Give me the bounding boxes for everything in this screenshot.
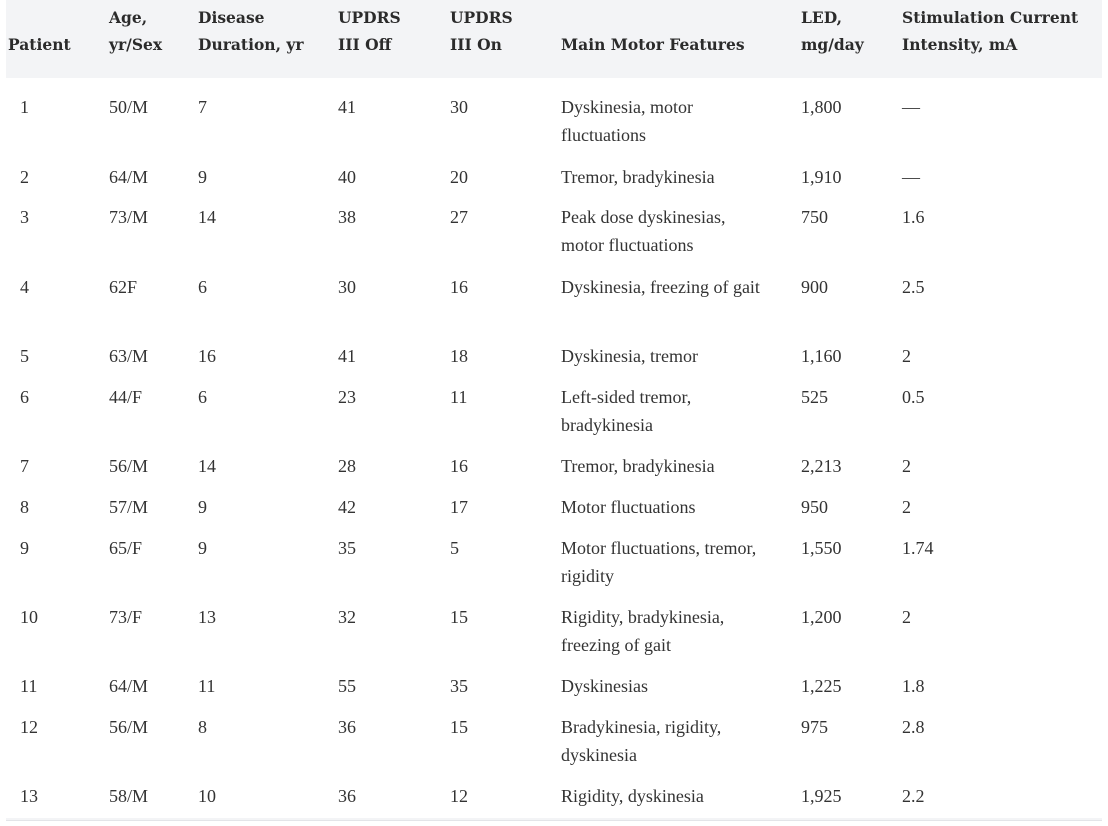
cell-led: 2,213 xyxy=(801,456,842,476)
cell-led: 950 xyxy=(801,497,828,517)
cell-features: Dyskinesias xyxy=(561,676,648,696)
cell-updrs-on: 5 xyxy=(450,538,459,558)
cell-age-sex: 58/M xyxy=(109,786,149,806)
cell-age-sex: 57/M xyxy=(109,497,149,517)
cell-updrs-on: 17 xyxy=(450,497,468,517)
cell-patient: 8 xyxy=(20,497,29,517)
header-updrs-off: UPDRS III Off xyxy=(338,8,401,54)
header-main-motor-features: Main Motor Features xyxy=(561,35,745,54)
cell-age-sex: 73/M xyxy=(109,207,149,227)
cell-updrs-off: 42 xyxy=(338,497,356,517)
cell-updrs-on: 18 xyxy=(450,346,468,366)
cell-led: 750 xyxy=(801,207,828,227)
cell-updrs-off: 38 xyxy=(338,207,356,227)
cell-age-sex: 73/F xyxy=(109,607,143,627)
cell-patient: 1 xyxy=(20,97,29,117)
cell-patient: 2 xyxy=(20,167,29,187)
cell-updrs-off: 28 xyxy=(338,456,356,476)
cell-features: Left-sided tremor, bradykinesia xyxy=(561,387,692,435)
cell-patient: 7 xyxy=(20,456,29,476)
cell-features: Dyskinesia, motor fluctuations xyxy=(561,97,693,145)
cell-updrs-on: 11 xyxy=(450,387,468,407)
cell-duration: 8 xyxy=(198,717,207,737)
cell-duration: 11 xyxy=(198,676,216,696)
cell-features: Motor fluctuations xyxy=(561,497,696,517)
cell-updrs-on: 16 xyxy=(450,277,468,297)
header-led: LED, mg/day xyxy=(801,8,864,54)
cell-led: 1,550 xyxy=(801,538,842,558)
cell-age-sex: 56/M xyxy=(109,717,149,737)
cell-duration: 14 xyxy=(198,207,216,227)
cell-updrs-on: 35 xyxy=(450,676,468,696)
cell-led: 975 xyxy=(801,717,828,737)
header-patient: Patient xyxy=(8,35,71,54)
cell-stim: 2 xyxy=(902,607,911,627)
cell-age-sex: 50/M xyxy=(109,97,149,117)
cell-features: Tremor, bradykinesia xyxy=(561,167,715,187)
cell-features: Rigidity, dyskinesia xyxy=(561,786,704,806)
cell-updrs-off: 35 xyxy=(338,538,356,558)
cell-led: 1,925 xyxy=(801,786,842,806)
cell-age-sex: 56/M xyxy=(109,456,149,476)
cell-age-sex: 44/F xyxy=(109,387,143,407)
cell-duration: 9 xyxy=(198,538,207,558)
cell-stim: 0.5 xyxy=(902,387,925,407)
cell-duration: 9 xyxy=(198,497,207,517)
header-age-sex: Age, yr/Sex xyxy=(109,8,163,54)
table-header xyxy=(6,0,1102,78)
cell-updrs-on: 12 xyxy=(450,786,468,806)
cell-stim: 1.6 xyxy=(902,207,925,227)
cell-features: Bradykinesia, rigidity, dyskinesia xyxy=(561,717,722,765)
cell-stim: 2 xyxy=(902,497,911,517)
cell-patient: 13 xyxy=(20,786,38,806)
cell-led: 1,160 xyxy=(801,346,842,366)
cell-age-sex: 64/M xyxy=(109,167,149,187)
cell-age-sex: 64/M xyxy=(109,676,149,696)
cell-features: Peak dose dyskinesias, motor fluctuations xyxy=(561,207,726,255)
cell-updrs-off: 40 xyxy=(338,167,356,187)
cell-age-sex: 63/M xyxy=(109,346,149,366)
table-body xyxy=(6,78,1102,818)
cell-duration: 7 xyxy=(198,97,207,117)
cell-updrs-on: 16 xyxy=(450,456,468,476)
cell-updrs-off: 36 xyxy=(338,786,356,806)
cell-stim: 2.8 xyxy=(902,717,925,737)
cell-led: 1,225 xyxy=(801,676,842,696)
cell-duration: 16 xyxy=(198,346,216,366)
cell-duration: 6 xyxy=(198,277,207,297)
header-disease-duration: Disease Duration, yr xyxy=(198,8,304,54)
cell-updrs-off: 41 xyxy=(338,346,356,366)
cell-updrs-on: 20 xyxy=(450,167,468,187)
cell-updrs-off: 23 xyxy=(338,387,356,407)
cell-stim: 1.8 xyxy=(902,676,925,696)
cell-stim: 2.5 xyxy=(902,277,925,297)
cell-duration: 14 xyxy=(198,456,216,476)
cell-updrs-on: 15 xyxy=(450,717,468,737)
cell-patient: 4 xyxy=(20,277,29,297)
cell-age-sex: 62F xyxy=(109,277,138,297)
cell-patient: 11 xyxy=(20,676,38,696)
header-updrs-on: UPDRS III On xyxy=(450,8,513,54)
cell-patient: 3 xyxy=(20,207,29,227)
cell-stim: 2 xyxy=(902,346,911,366)
cell-duration: 13 xyxy=(198,607,216,627)
cell-features: Tremor, bradykinesia xyxy=(561,456,715,476)
cell-updrs-on: 27 xyxy=(450,207,468,227)
cell-patient: 9 xyxy=(20,538,29,558)
cell-led: 1,800 xyxy=(801,97,842,117)
cell-stim: 2 xyxy=(902,456,911,476)
cell-updrs-off: 36 xyxy=(338,717,356,737)
cell-stim: 2.2 xyxy=(902,786,925,806)
cell-patient: 10 xyxy=(20,607,38,627)
cell-stim: — xyxy=(902,167,920,187)
cell-led: 1,200 xyxy=(801,607,842,627)
header-stimulation-current: Stimulation Current Intensity, mA xyxy=(902,8,1079,54)
cell-updrs-on: 30 xyxy=(450,97,468,117)
cell-duration: 9 xyxy=(198,167,207,187)
cell-features: Rigidity, bradykinesia, freezing of gait xyxy=(561,607,725,655)
cell-updrs-off: 55 xyxy=(338,676,356,696)
cell-led: 1,910 xyxy=(801,167,842,187)
cell-updrs-off: 30 xyxy=(338,277,356,297)
cell-duration: 6 xyxy=(198,387,207,407)
cell-led: 900 xyxy=(801,277,828,297)
cell-patient: 5 xyxy=(20,346,29,366)
cell-age-sex: 65/F xyxy=(109,538,143,558)
cell-features: Dyskinesia, tremor xyxy=(561,346,698,366)
cell-updrs-off: 41 xyxy=(338,97,356,117)
cell-led: 525 xyxy=(801,387,828,407)
cell-stim: 1.74 xyxy=(902,538,934,558)
cell-patient: 6 xyxy=(20,387,29,407)
cell-stim: — xyxy=(902,97,920,117)
cell-updrs-on: 15 xyxy=(450,607,468,627)
cell-duration: 10 xyxy=(198,786,216,806)
cell-updrs-off: 32 xyxy=(338,607,356,627)
patient-table xyxy=(6,0,1102,821)
cell-features: Motor fluctuations, tremor, rigidity xyxy=(561,538,757,586)
cell-features: Dyskinesia, freezing of gait xyxy=(561,277,760,297)
cell-patient: 12 xyxy=(20,717,38,737)
